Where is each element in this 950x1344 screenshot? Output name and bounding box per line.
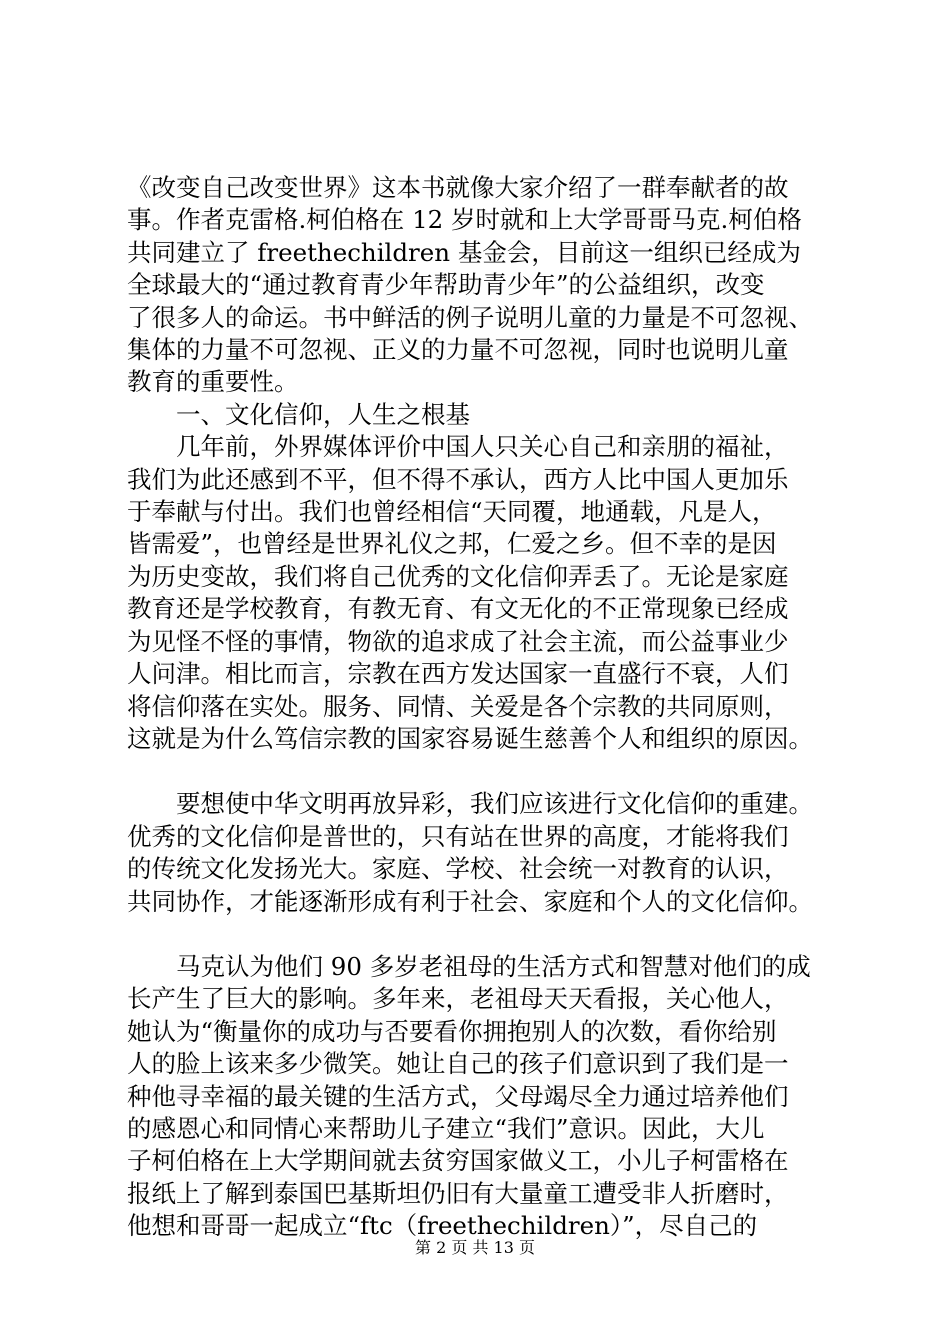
text-line: 为历史变故，我们将自己优秀的文化信仰弄丢了。无论是家庭 [127,561,789,591]
text-line: 报纸上了解到泰国巴基斯坦仍旧有大量童工遭受非人折磨时， [127,1178,789,1208]
text-line: 长产生了巨大的影响。多年来，老祖母天天看报，关心他人， [127,984,789,1014]
text-line: 的感恩心和同情心来帮助儿子建立“我们”意识。因此，大儿 [127,1113,765,1143]
text-line: 要想使中华文明再放异彩，我们应该进行文化信仰的重建。 [127,789,813,819]
text-line: 《改变自己改变世界》这本书就像大家介绍了一群奉献者的故 [127,173,789,202]
text-line: 子柯伯格在上大学期间就去贫穷国家做义工，小儿子柯雷格在 [127,1146,789,1176]
text-line: 全球最大的“通过教育青少年帮助青少年”的公益组织，改变 [127,270,765,300]
text-line: 了很多人的命运。书中鲜活的例子说明儿童的力量是不可忽视、 [127,302,813,332]
text-line: 教育的重要性。 [127,367,299,397]
page-number-footer: 第 2 页 共 13 页 [415,1238,535,1257]
text-line: 将信仰落在实处。服务、同情、关爱是各个宗教的共同原则， [127,691,789,721]
paragraph-gap [127,755,855,788]
section-heading: 一、文化信仰，人生之根基 [127,399,470,429]
document-body [127,172,855,1243]
text-line: 皆需爱”，也曾经是世界礼仪之邦，仁爱之乡。但不幸的是因 [127,529,777,559]
text-line: 共同协作，才能逐渐形成有利于社会、家庭和个人的文化信仰。 [127,886,813,916]
paragraph-gap [127,918,855,951]
text-line: 马克认为他们 90 多岁老祖母的生活方式和智慧对他们的成 [127,951,811,981]
text-line: 的传统文化发扬光大。家庭、学校、社会统一对教育的认识， [127,854,789,884]
text-line: 事。作者克雷格.柯伯格在 12 岁时就和上大学哥哥马克.柯伯格 [127,205,802,235]
text-line: 集体的力量不可忽视、正义的力量不可忽视，同时也说明儿童 [127,335,789,365]
text-line: 人问津。相比而言，宗教在西方发达国家一直盛行不衰，人们 [127,659,789,689]
text-line: 于奉献与付出。我们也曾经相信“天同覆，地通载，凡是人， [127,497,777,527]
text-line: 教育还是学校教育，有教无育、有文无化的不正常现象已经成 [127,594,789,624]
text-line: 几年前，外界媒体评价中国人只关心自己和亲朋的福祉， [127,432,789,462]
text-line: 为见怪不怪的事情，物欲的追求成了社会主流，而公益事业少 [127,626,789,656]
text-line: 他想和哥哥一起成立“ftc（freethechildren）”，尽自己的 [127,1211,758,1241]
text-line: 优秀的文化信仰是普世的，只有站在世界的高度，才能将我们 [127,821,789,851]
text-line: 这就是为什么笃信宗教的国家容易诞生慈善个人和组织的原因。 [127,723,813,753]
text-line: 种他寻幸福的最关键的生活方式，父母竭尽全力通过培养他们 [127,1081,789,1111]
text-line: 人的脸上该来多少微笑。她让自己的孩子们意识到了我们是一 [127,1049,789,1079]
text-line: 她认为“衡量你的成功与否要看你拥抱别人的次数，看你给别 [127,1016,777,1046]
text-line: 共同建立了 freethechildren 基金会，目前这一组织已经成为 [127,237,801,267]
text-line: 我们为此还感到不平，但不得不承认，西方人比中国人更加乐 [127,464,789,494]
